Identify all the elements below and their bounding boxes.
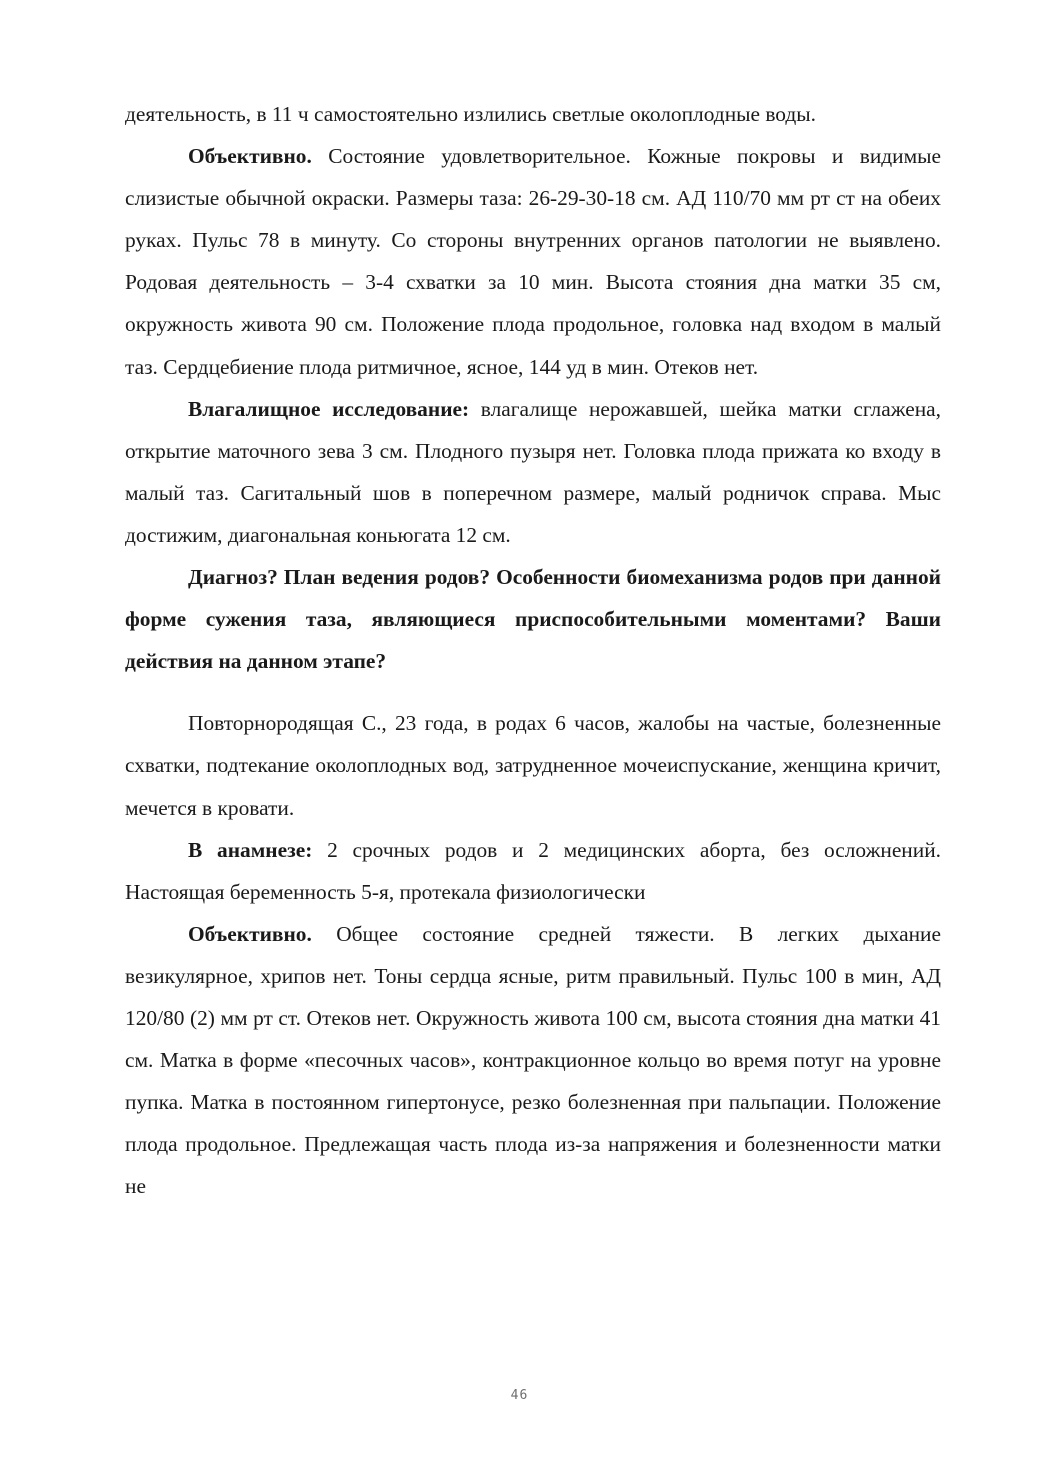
document-page [125,93,941,1207]
paragraph-anamnesis [125,829,941,913]
paragraph-lead: Объективно. [188,921,312,946]
paragraph-body: 2 срочных родов и 2 медицинских аборта, без осложнений. Настоящая беременность 5-я, протекала физиологически [125,837,942,904]
paragraph-lead: В анамнезе: [188,837,313,862]
paragraph-body: Состояние удовлетворительное. Кожные покровы и видимые слизистые обычной окраски. Размеры таза: 26-29-30-18 см. АД 110/70 мм рт ст на обеих руках. Пульс 78 в минуту. Со стороны внутренних органов патологии не выявлено. Родовая деятельность – 3-4 схватки за 10 мин. Высота стояния дна матки 35 см, окружность живота 90 см. Положение плода продольное, головка над входом в малый таз. Сердцебиение плода ритмичное, ясное, 144 уд в мин. Отеков нет. [125,144,941,379]
paragraph-objective-2 [125,913,941,1208]
paragraph-vaginal-exam [125,388,941,556]
paragraph-body: Общее состояние средней тяжести. В легких дыхание везикулярное, хрипов нет. Тоны сердца ясные, ритм правильный. Пульс 100 в мин, АД 120/80 (2) мм рт ст. Отеков нет. Окружность живота 100 см, высота стояния дна матки 41 см. Матка в форме «песочных часов», контракционное кольцо во время потуг на уровне пупка. Матка в постоянном гипертонусе, резко болезненная при пальпации. Положение плода продольное. Предлежащая часть плода из-за напряжения и болезненности матки не [125,921,941,1199]
paragraph-lead: Влагалищное исследование: [188,396,470,421]
paragraph-questions: Диагноз? План ведения родов? Особенности биомеханизма родов при данной форме сужения таза, являющиеся приспособительными моментами? Ваши действия на данном этапе? [125,565,941,674]
paragraph-continuation: деятельность, в 11 ч самостоятельно излились светлые околоплодные воды. [125,102,816,126]
paragraph-objective-1 [125,135,941,388]
paragraph-complaints: Повторнородящая С., 23 года, в родах 6 часов, жалобы на частые, болезненные схватки, подтекание околоплодных вод, затрудненное мочеиспускание, женщина кричит, мечется в кровати. [125,711,941,820]
paragraph-body: влагалище нерожавшей, шейка матки сглажена, открытие маточного зева 3 см. Плодного пузыря нет. Головка плода прижата ко входу в малый таз. Сагитальный шов в поперечном размере, малый родничок справа. Мыс достижим, диагональная коньюгата 12 см. [125,396,941,547]
page-number: 46 [510,1388,529,1403]
paragraph-lead: Объективно. [188,144,312,169]
